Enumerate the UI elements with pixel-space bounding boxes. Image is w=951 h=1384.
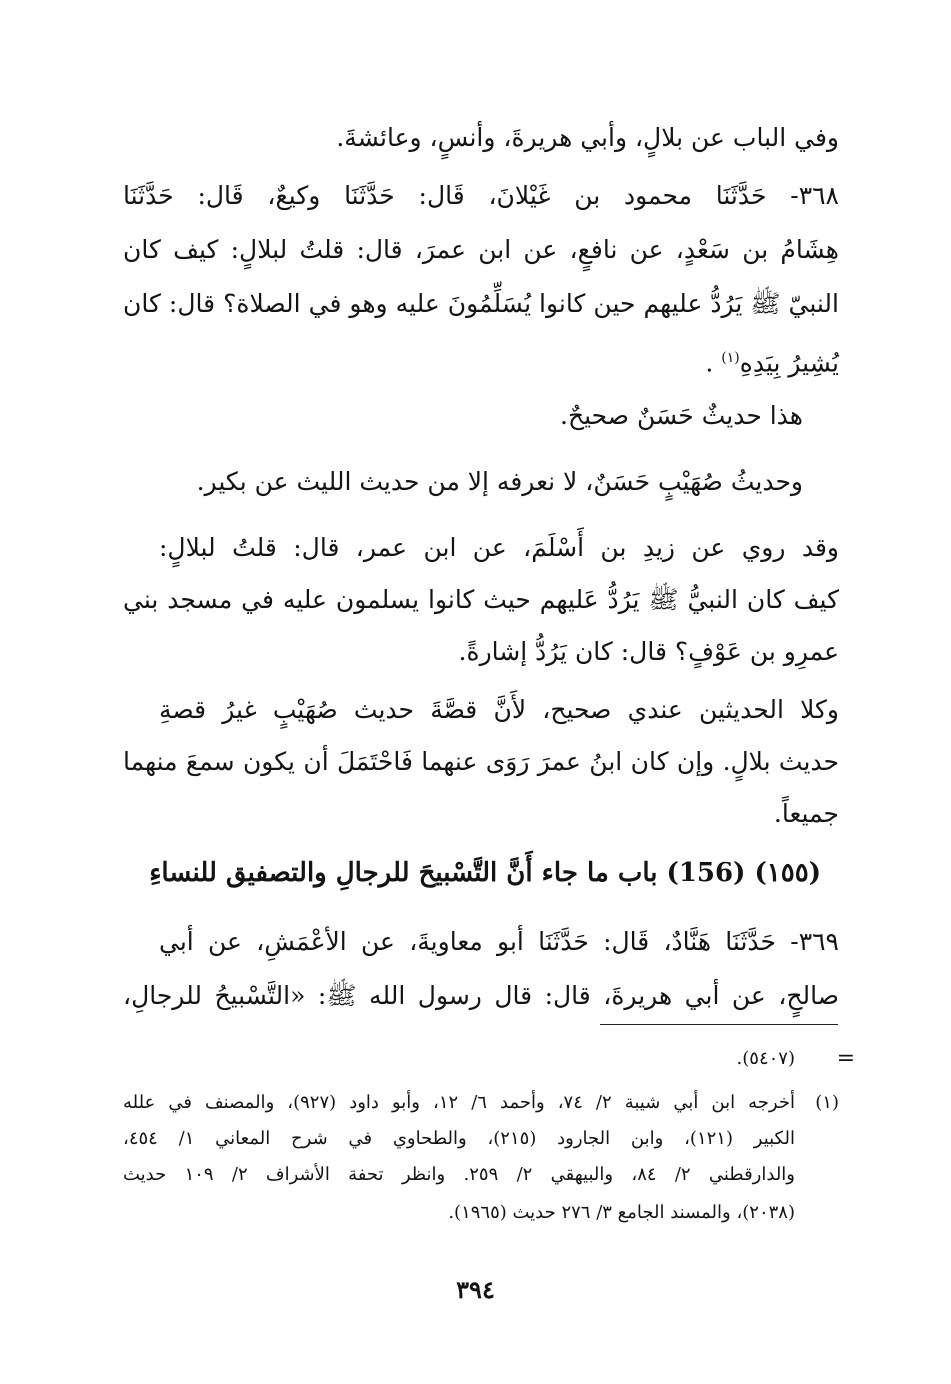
footnote-line: (٢٠٣٨)، والمسند الجامع ٣/ ٢٧٦ حديث (١٩٦٥). — [448, 1202, 795, 1223]
sentence-end: . — [705, 348, 722, 378]
text-line: وكلا الحديثين عندي صحيح، لأَنَّ قصَّةَ حديث صُهَيْبٍ غيرُ قصةِ — [159, 695, 839, 724]
hadith-368-line-4 — [123, 338, 839, 383]
hadith-369-line-1: ٣٦٩- حَدَّثَنَا هَنَّادٌ، قَال: حَدَّثَنَا أبو معاويةَ، عن الأعْمَشِ، عن أبي — [159, 927, 839, 956]
footnote-continuation: (٥٤٠٧). — [736, 1048, 795, 1069]
footnote-separator — [600, 1024, 838, 1025]
footnote-line: أخرجه ابن أبي شيبة ٢/ ٧٤، وأحمد ٦/ ١٢، وأبو داود (٩٢٧)، والمصنف في علله — [123, 1092, 795, 1113]
hadith-368-line-3: النبيّ ﷺ يَرُدُّ عليهم حين كانوا يُسَلِّمُونَ عليه وهو في الصلاة؟ قال: كان — [123, 289, 839, 318]
page-number: ٣٩٤ — [456, 1275, 495, 1304]
text-line: جميعاً. — [773, 799, 839, 828]
text-line: حديث بلالٍ. وإن كان ابنُ عمرَ رَوَى عنهما فَاحْتَمَلَ أن يكون سمعَ منهما — [123, 747, 839, 776]
footnote-number: (١) — [815, 1092, 839, 1113]
footnote-ref-1: (١) — [721, 350, 740, 366]
hadith-368-text-end: يُشِيرُ بِيَدِهِ — [739, 348, 839, 378]
hadith-369-line-2: صالحٍ، عن أبي هريرةَ، قال: قال رسول الله ﷺ: «التَّسْبيحُ للرجالِ، — [123, 981, 839, 1010]
text-line: وحديثُ صُهَيْبٍ حَسَنٌ، لا نعرفه إلا من حديث الليث عن بكير. — [196, 467, 803, 496]
text-line: عمرِو بن عَوْفٍ؟ قال: كان يَرُدُّ إشارةً. — [458, 637, 839, 666]
text-line: كيف كان النبيُّ ﷺ يَرُدُّ عَليهم حيث كانوا يسلمون عليه في مسجد بني — [123, 585, 839, 614]
chapter-heading: (١٥٥) (156) باب ما جاء أَنَّ التَّسْبيحَ للرجالِ والتصفيق للنساءِ — [149, 858, 821, 888]
text-line: وفي الباب عن بلالٍ، وأبي هريرةَ، وأنسٍ، وعائشةَ. — [336, 123, 839, 152]
text-line: وقد روي عن زيدِ بن أَسْلَمَ، عن ابن عمر، قال: قلتُ لبلالٍ: — [159, 533, 839, 562]
footnote-line: والدارقطني ٢/ ٨٤، والبيهقي ٢/ ٢٥٩. وانظر تحفة الأشراف ٢/ ١٠٩ حديث — [123, 1164, 795, 1185]
hadith-368-line-2: هِشَامُ بن سَعْدٍ، عن نافعٍ، عن ابن عمرَ، قال: قلتُ لبلالٍ: كيف كان — [123, 235, 839, 264]
grade-line: هذا حديثٌ حَسَنٌ صحيحٌ. — [560, 401, 803, 430]
footnote-line: الكبير (١٢١)، وابن الجارود (٢١٥)، والطحاوي في شرح المعاني ١/ ٤٥٤، — [123, 1128, 795, 1149]
hadith-368-line-1: ٣٦٨- حَدَّثَنَا محمود بن غَيْلانَ، قَال: حَدَّثَنَا وكيعٌ، قَال: حَدَّثَنَا — [123, 181, 839, 210]
continuation-mark: = — [836, 1046, 855, 1071]
